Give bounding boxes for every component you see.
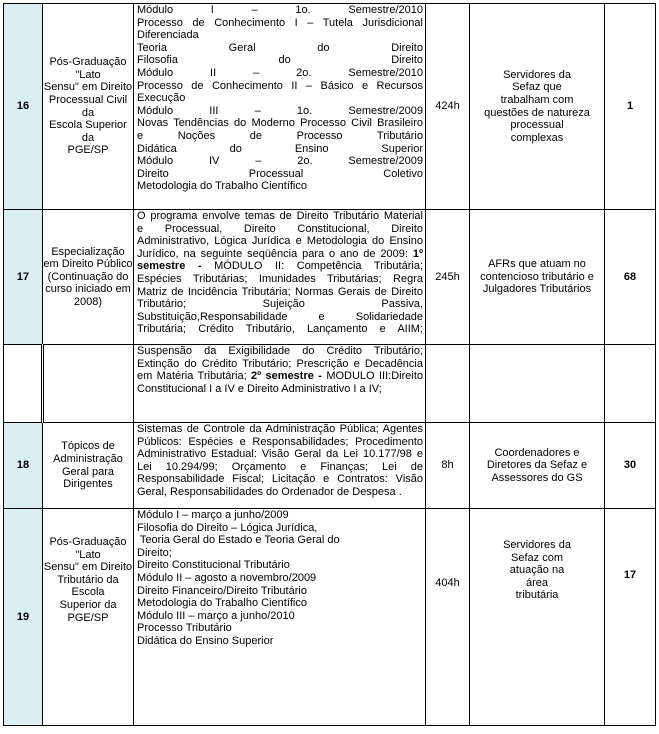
course-name: Especialização em Direito Público (Continuação do curso iniciado em 2008) (43, 210, 134, 345)
empty-cell (605, 345, 656, 423)
workload-hours: 424h (426, 4, 470, 210)
row-number: 19 (4, 509, 43, 726)
empty-cell (43, 345, 134, 423)
participant-count: 30 (605, 423, 656, 509)
table-row (4, 210, 656, 345)
course-content: Módulo I – março a junho/2009 Filosofia do Direito – Lógica Jurídica, Teoria Geral do Estado e Teoria Geral do Direito; Direito Constitucional Tributário Módulo II – agosto a novembro/2009 Direito Financeiro/Direito Tributário Metodologia do Trabalho Científico Módulo III – março a junho/2010 Processo Tributário Didática do Ensino Superior (134, 509, 426, 726)
course-content: Sistemas de Controle da Administração Pública; Agentes Públicos: Espécies e Responsabilidades; Procedimento Administrativo Estadual: Visão Geral da Lei 10.177/98 e Lei 10.294/99; Orçamento e Finanças; Lei de Responsabilidade Fiscal; Licitação e Contratos: Visão Geral, Responsabilidades do Ordenador de Despesa . (134, 423, 426, 509)
course-name: Tópicos de Administração Geral para Dirigentes (43, 423, 134, 509)
workload-hours: 8h (426, 423, 470, 509)
course-name: Pós-Graduação "Lato Sensu" em Direito Processual Civil da Escola Superior da PGE/SP (43, 4, 134, 210)
participant-count: 1 (605, 4, 656, 210)
empty-cell (426, 345, 470, 423)
row-number: 16 (4, 4, 43, 210)
row-number: 18 (4, 423, 43, 509)
target-audience: AFRs que atuam no contencioso tributário e Julgadores Tributários (470, 210, 605, 345)
participant-count: 68 (605, 210, 656, 345)
table-row (4, 423, 656, 509)
workload-hours: 404h (426, 509, 470, 726)
course-content: Módulo I – 1o. Semestre/2010 Processo de Conhecimento I – Tutela Jurisdicional Diferenciada Teoria Geral do Direito Filosofia do Direito Módulo II – 2o. Semestre/2010 Processo de Conhecimento II – Básico e Recursos Execução Módulo III – 1o. Semestre/2009 Novas Tendências do Moderno Processo Civil Brasileiro e Noções de Processo Tributário Didática do Ensino Superior Módulo IV – 2o. Semestre/2009 Direito Processual Coletivo Metodologia do Trabalho Científico (134, 4, 426, 210)
table-row-continuation (4, 345, 656, 423)
course-content: O programa envolve temas de Direito Tributário Material e Processual, Direito Constitucional, Direito Administrativo, Lógica Jurídica e Metodologia do Ensino Jurídico, na seguinte seqüência para o ano de 2009: 1º semestre - MÓDULO II: Competência Tributária; Espécies Tributárias; Imunidades Tributárias; Regra Matriz de Incidência Tributária; Normas Gerais de Direito Tributário; Sujeição Passiva, Substituição,Responsabilidade e Solidariedade Tributária; Crédito Tributário, Lançamento e AIIM; (134, 210, 426, 345)
target-audience: Servidores da Sefaz que trabalham com questões de natureza processual complexas (470, 4, 605, 210)
target-audience: Coordenadores e Diretores da Sefaz e Assessores do GS (470, 423, 605, 509)
table-row (4, 509, 656, 726)
content-line-bold-end: Jurídico, na seguinte seqüência para o ano de 2009: 1º (137, 247, 423, 260)
table-row (4, 4, 656, 210)
target-audience: Servidores da Sefaz com atuação na área tributária (470, 509, 605, 726)
row-number: 17 (4, 210, 43, 345)
course-content: Suspensão da Exigibilidade do Crédito Tributário; Extinção do Crédito Tributário; Prescrição e Decadência em Matéria Tributária; 2º semestre - MODULO III:Direito Constitucional I a IV e Direito Administrativo I a IV; (134, 345, 426, 423)
empty-cell (470, 345, 605, 423)
course-name: Pós-Graduação "Lato Sensu" em Direito Tributário da Escola Superior da PGE/SP (43, 509, 134, 726)
courses-table (3, 3, 656, 726)
empty-cell (4, 345, 43, 423)
workload-hours: 245h (426, 210, 470, 345)
participant-count: 17 (605, 509, 656, 726)
